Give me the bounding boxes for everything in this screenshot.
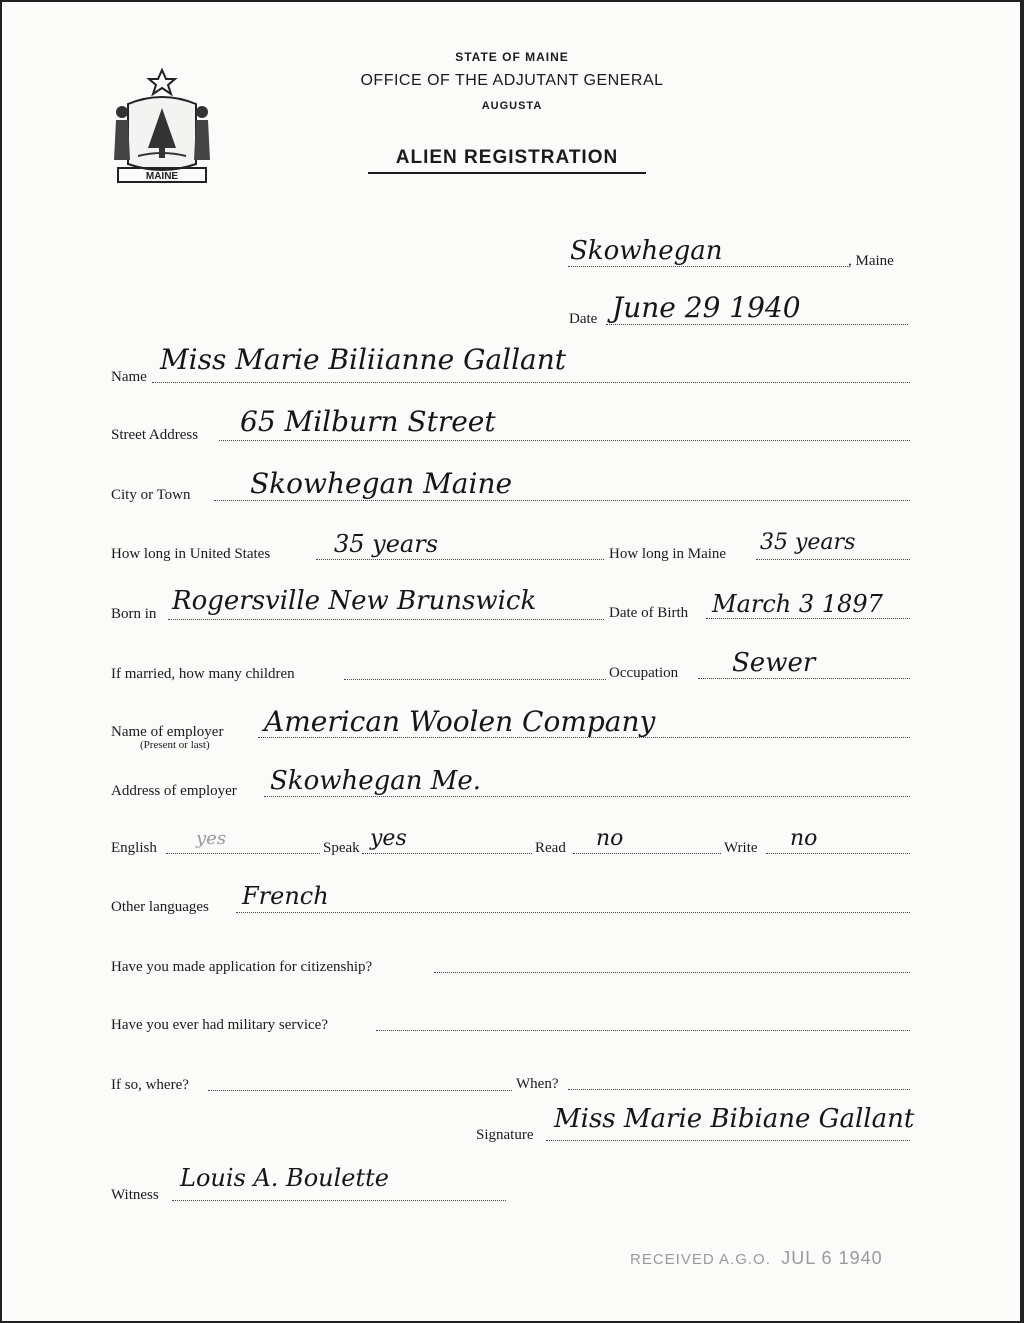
date-label: Date [569, 311, 598, 327]
street-address-entry: 65 Milburn Street [240, 405, 496, 438]
citizenship-line [434, 972, 910, 973]
header-city: AUGUSTA [481, 100, 543, 112]
if-so-where-line [208, 1090, 512, 1091]
name-entry: Miss Marie Biliianne Gallant [160, 343, 567, 376]
date-of-birth-line [706, 618, 910, 619]
street-address-line [219, 440, 910, 441]
other-languages-line [236, 912, 910, 913]
date-of-birth-label: Date of Birth [609, 605, 689, 621]
city-or-town-entry: Skowhegan Maine [250, 467, 513, 500]
how-long-us-entry: 35 years [334, 530, 439, 558]
employer-address-label: Address of employer [111, 783, 237, 799]
header-office: OFFICE OF THE ADJUTANT GENERAL [360, 72, 664, 89]
received-stamp [630, 1248, 883, 1269]
write-entry: no [790, 826, 818, 851]
read-entry: no [596, 826, 624, 851]
english-entry: yes [196, 828, 227, 849]
how-long-maine-label: How long in Maine [609, 546, 727, 562]
date-line [606, 324, 908, 325]
born-in-label: Born in [111, 606, 157, 622]
occupation-entry: Sewer [732, 648, 816, 678]
city-or-town-label: City or Town [111, 487, 191, 503]
date-entry: June 29 1940 [612, 291, 801, 324]
military-label: Have you ever had military service? [111, 1017, 328, 1033]
children-label: If married, how many children [111, 666, 295, 682]
born-in-entry: Rogersville New Brunswick [172, 586, 537, 616]
write-label: Write [724, 840, 758, 856]
form-title: ALIEN REGISTRATION [368, 147, 646, 174]
received-stamp-date: JUL 6 1940 [781, 1248, 883, 1268]
name-line [152, 382, 910, 383]
signature-entry: Miss Marie Bibiane Gallant [554, 1104, 915, 1134]
town-line [568, 266, 850, 267]
witness-line [172, 1200, 506, 1201]
read-line [573, 853, 721, 854]
other-languages-label: Other languages [111, 899, 209, 915]
citizenship-label: Have you made application for citizenship? [111, 959, 373, 975]
date-of-birth-entry: March 3 1897 [712, 590, 883, 618]
write-line [766, 853, 910, 854]
speak-label: Speak [323, 840, 360, 856]
when-line [568, 1089, 910, 1090]
employer-label: Name of employer [111, 724, 224, 740]
received-stamp-text: RECEIVED A.G.O. [630, 1251, 771, 1268]
employer-note: (Present or last) [140, 739, 210, 751]
how-long-maine-line [756, 559, 910, 560]
signature-line [546, 1140, 910, 1141]
name-label: Name [111, 369, 147, 385]
maine-label: , Maine [848, 253, 894, 269]
born-in-line [168, 619, 604, 620]
signature-label: Signature [476, 1127, 534, 1143]
employer-entry: American Woolen Company [264, 705, 656, 738]
employer-address-entry: Skowhegan Me. [270, 766, 482, 796]
how-long-us-line [316, 559, 604, 560]
employer-address-line [264, 796, 910, 797]
read-label: Read [535, 840, 566, 856]
how-long-maine-entry: 35 years [760, 530, 856, 555]
english-label: English [111, 840, 157, 856]
speak-line [362, 853, 532, 854]
witness-label: Witness [111, 1187, 159, 1203]
military-line [376, 1030, 910, 1031]
occupation-line [698, 678, 910, 679]
street-address-label: Street Address [111, 427, 199, 443]
children-line [344, 679, 606, 680]
town-entry: Skowhegan [570, 236, 723, 266]
witness-entry: Louis A. Boulette [180, 1164, 389, 1192]
header-state: STATE OF MAINE [455, 50, 569, 64]
occupation-label: Occupation [609, 665, 679, 681]
other-languages-entry: French [242, 882, 329, 910]
seal-label: MAINE [145, 171, 179, 182]
speak-entry: yes [370, 826, 407, 851]
if-so-where-label: If so, where? [111, 1077, 189, 1093]
english-line [166, 853, 320, 854]
city-or-town-line [214, 500, 910, 501]
how-long-us-label: How long in United States [111, 546, 271, 562]
when-label: When? [516, 1076, 559, 1092]
